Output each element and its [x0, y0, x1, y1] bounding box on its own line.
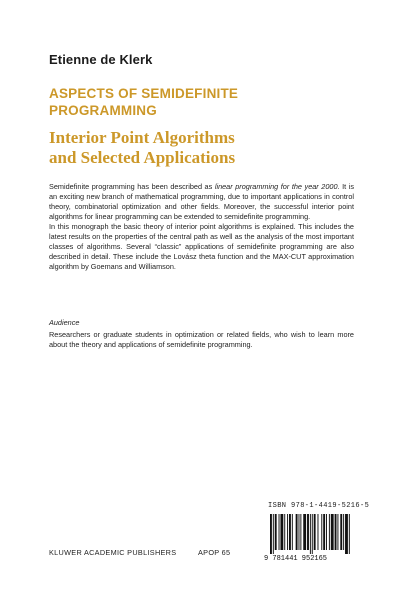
barcode-bar [318, 514, 319, 550]
publisher-name: KLUWER ACADEMIC PUBLISHERS [49, 548, 177, 557]
barcode-bar [284, 514, 285, 550]
barcode-bar [303, 514, 306, 550]
description-p1-start: Semidefinite programming has been described as [49, 182, 215, 191]
barcode-bar [270, 514, 272, 554]
author-name: Etienne de Klerk [49, 52, 153, 67]
barcode-bar [310, 514, 311, 554]
barcode-bar [337, 514, 338, 550]
barcode-bar [349, 514, 350, 554]
barcode-bar [321, 514, 322, 550]
book-subtitle [49, 128, 369, 168]
description-paragraph-1 [49, 182, 354, 222]
book-title-line-2: PROGRAMMING [49, 103, 157, 118]
barcode-digits: 9 781441 952165 [264, 555, 328, 562]
book-title-line-1: ASPECTS OF SEMIDEFINITE [49, 86, 239, 101]
barcode-bar [280, 514, 283, 550]
description [49, 182, 354, 272]
barcode-bar [335, 514, 337, 550]
book-subtitle-line-1: Interior Point Algorithms [49, 128, 235, 147]
barcode-bar [343, 514, 344, 550]
barcode-bar [273, 514, 274, 554]
isbn-label: ISBN 978-1-4419-5216-5 [268, 502, 370, 510]
barcode-bar [331, 514, 334, 550]
barcode-bar [312, 514, 313, 554]
barcode-image [262, 512, 374, 562]
series-label: APOP 65 [198, 548, 231, 557]
barcode-bar [300, 514, 301, 550]
barcode-bar [289, 514, 291, 550]
book-title [49, 85, 369, 119]
description-paragraph-2: In this monograph the basic theory of interior point algorithms is explained. This includes the latest results on the properties of the central path as well as the analysis of the most important classes of algorithms. Several “classic” applications of semidefinite programming are also described in detail. These include the Lovász theta function and the MAX-CUT approximation algorithm by Goemans and Williamson. [49, 222, 354, 271]
barcode-bar [296, 514, 298, 550]
barcode-bar [340, 514, 342, 550]
barcode-bar [307, 514, 309, 550]
audience-text: Researchers or graduate students in optimization or related fields, who wish to learn more about the theory and applications of semidefinite programming. [49, 330, 354, 349]
book-subtitle-line-2: and Selected Applications [49, 148, 236, 167]
barcode-bar [299, 514, 300, 550]
barcode-bar [323, 514, 325, 550]
description-p1-italic: linear programming for the year 2000 [214, 182, 338, 191]
barcode-bar [279, 514, 280, 550]
description-p1-rest: . It is an exciting new branch of mathematical programming, due to important applications in control theory, combinatorial optimization and other fields. Moreover, the successful interior point algorithms for linear programming can be extended to semidefinite programming. [49, 182, 354, 221]
barcode-bar [275, 514, 277, 550]
audience-heading: Audience [49, 318, 80, 327]
barcode-bar [326, 514, 327, 550]
barcode-bar [292, 514, 293, 550]
barcode-bar [345, 514, 348, 554]
barcode-bar [287, 514, 288, 550]
barcode-bar [314, 514, 316, 550]
barcode-bar [329, 514, 330, 550]
